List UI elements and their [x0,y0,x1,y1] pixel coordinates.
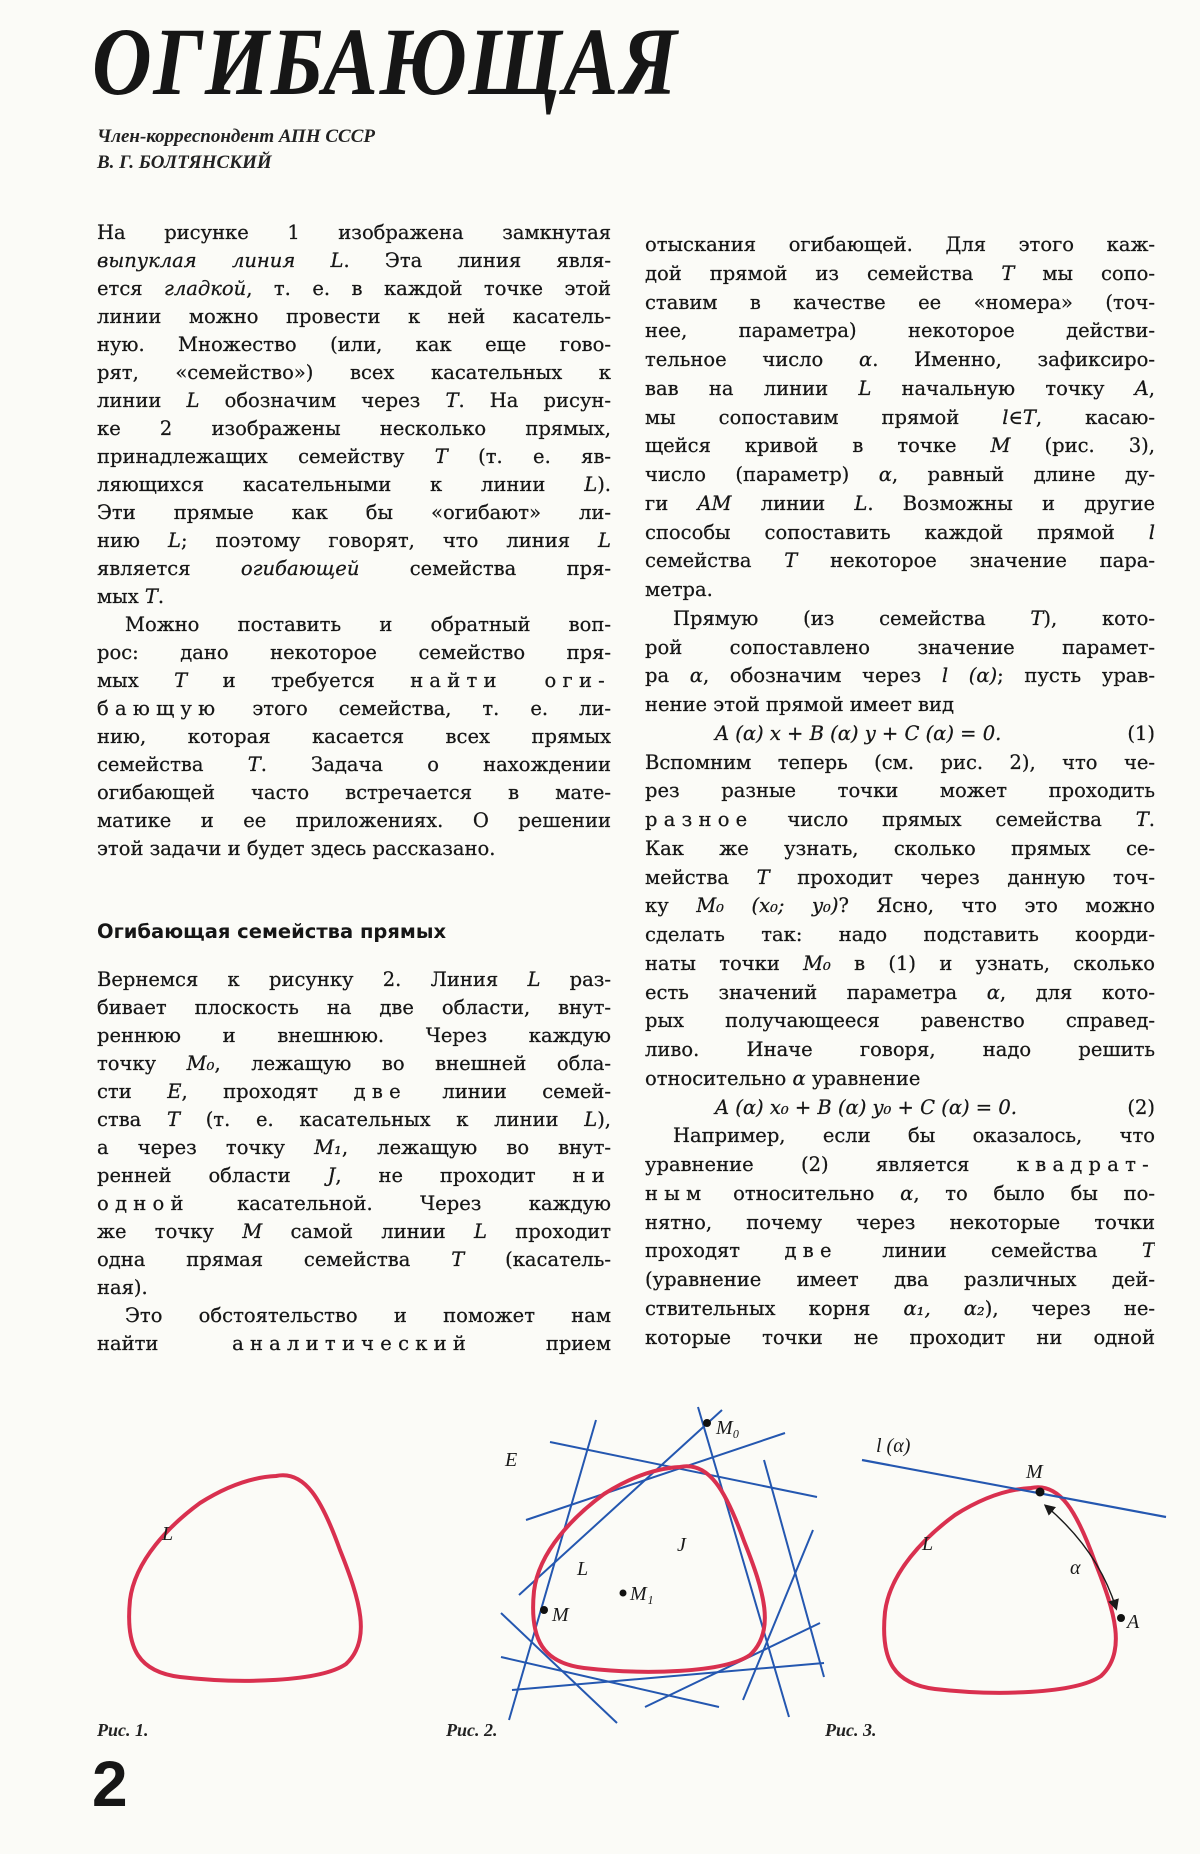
label-M0: M₀ [716,1417,740,1439]
text-run: , [1148,376,1155,400]
italic-term: α₁, α₂ [903,1296,985,1320]
italic-term: L [473,1220,487,1243]
text-run: рой сопоставлено значение парамет- [645,635,1155,659]
italic-term: T [451,1248,465,1271]
text-run: которые точки не проходит ни одной [645,1325,1155,1349]
text-run: , для кото- [999,980,1155,1004]
text-run: проходит [486,1220,611,1243]
text-run: сделать так: надо подставить коорди- [645,923,1155,946]
text-run: проходят [645,1239,785,1263]
text-run: рез разные точки может проходить [645,779,1155,803]
text-run: щейся кривой в точке [645,434,991,458]
text-run: же точку [97,1220,243,1243]
text-run: , равный длине ду- [891,463,1155,486]
text-run: принадлежащих семейству [97,445,435,468]
text-run: отыскания огибающей. Для этого каж- [645,233,1155,256]
text-run: (уравнение имеет два различных дей- [645,1268,1155,1291]
italic-term: L [854,491,868,515]
italic-term: l [1148,520,1155,544]
text-run: ), [597,1108,611,1131]
italic-term: T [445,389,459,412]
italic-term: α [792,1066,806,1090]
text-run: . Задача о нахождении [260,753,611,776]
text-run: . Возможны и другие [867,491,1155,515]
point-M [540,1606,548,1614]
text-run: касательной. Через каждую [189,1192,611,1215]
text-run: Это обстоятельство и поможет нам [125,1304,611,1327]
text-run: Можно поставить и обратный воп- [125,613,611,636]
equation-formula: A (α) x + B (α) y + C (α) = 0. [715,721,1002,745]
text-run: ливо. Иначе говоря, надо решить [645,1038,1155,1061]
italic-term: J [327,1164,336,1187]
text-run: и требуется [187,669,411,692]
italic-term: α [900,1181,914,1205]
text-run: ная). [97,1276,148,1299]
text-run: вав на линии [645,376,859,400]
label-alpha: α [1070,1557,1081,1579]
spaced-emphasis: аналитический [232,1332,473,1355]
italic-term: L [584,1108,598,1131]
italic-term: гладкой [164,277,247,300]
italic-term: M₁ [314,1136,342,1159]
italic-term: огибающей [240,557,360,580]
italic-term: l (α) [941,664,998,688]
text-run: нее, параметра) некоторое действи- [645,319,1155,343]
text-run: уравнение (2) является [645,1153,1017,1176]
text-run: мейства [645,865,757,889]
italic-term: T [247,753,261,776]
figure-1 [129,1475,361,1681]
equation-number: (2) [1127,1095,1155,1119]
text-run: Вернемся к рисунку 2. Линия [97,968,528,991]
italic-term: A [1134,376,1149,400]
text-run: рых получающееся равенство справед- [645,1009,1155,1033]
text-run: ке 2 изображены несколько прямых, [97,417,611,440]
text-run: нятно, почему через некоторые точки [645,1210,1155,1234]
text-run: матике и ее приложениях. О решении [97,809,611,832]
text-run: (рис. 3), [1010,434,1155,458]
text-run: линии [731,491,855,515]
text-run: является [97,557,241,580]
italic-term: E [167,1080,182,1103]
text-run: (касатель- [464,1248,611,1271]
text-run: ра [645,664,690,688]
spaced-emphasis: найти оги- [410,669,611,692]
text-run: мых [97,669,175,692]
point-M [1036,1488,1045,1497]
italic-term: M [990,434,1011,458]
equation-number: (1) [1127,721,1155,745]
label-E: E [505,1449,518,1471]
italic-term: α [986,980,1000,1004]
figure-2-caption: Рис. 2. [446,1720,498,1740]
label-M: M [552,1604,569,1626]
italic-term: T [1030,606,1044,630]
text-run: Например, если бы оказалось, что [673,1124,1155,1148]
italic-term: L [186,389,200,412]
figure-1-caption: Рис. 1. [97,1720,149,1740]
text-run: Вспомним теперь (см. рис. 2), что че- [645,750,1155,774]
italic-term: T [174,669,188,692]
italic-term: T [434,445,448,468]
text-run: этой задачи и будет здесь рассказано. [97,837,496,860]
text-run: число прямых семейства [753,808,1136,831]
text-run: , обозначим через [702,664,942,688]
text-run: семейства [97,753,248,776]
text-run: , касаю- [1035,405,1155,429]
text-run: ную. Множество (или, как еще гово- [97,333,611,356]
text-run: есть значений параметра [645,980,987,1004]
text-run: одна прямая семейства [97,1248,452,1271]
text-run: прием [472,1332,611,1355]
italic-term: L [168,529,181,552]
text-run: ), кото- [1043,606,1155,630]
text-run: число (параметр) [645,463,879,486]
section-heading: Огибающая семейства прямых [97,920,447,943]
spaced-emphasis: две [784,1239,838,1263]
italic-term: L [584,473,598,496]
text-run: ги [645,491,698,515]
text-run: а через точку [97,1136,315,1159]
text-run: , то было бы по- [913,1181,1155,1205]
label-L: L [922,1533,934,1555]
text-run: в (1) и узнать, сколько [830,951,1155,975]
text-run: рят, «семейство») всех касательных к [97,361,611,384]
author-title: Член-корреспондент АПН СССР [97,126,375,147]
text-run: уравнение [805,1066,921,1090]
spaced-emphasis: разное [645,808,754,831]
text-run: , лежащую во внут- [341,1136,611,1159]
italic-term: L [527,968,541,991]
text-run: ется [97,277,165,300]
text-run: . [1148,808,1155,831]
label-A: A [1127,1611,1140,1633]
spaced-emphasis: ным [645,1181,708,1205]
text-run: ренней области [97,1164,328,1187]
tangent-line [519,1410,722,1595]
text-run: относительно [645,1066,793,1090]
label-M1: M₁ [630,1583,654,1605]
text-run: линии семей- [406,1080,611,1103]
label-L: L [577,1558,589,1580]
point-M0 [703,1419,711,1427]
text-run: самой линии [262,1220,474,1243]
text-run: нию [97,529,168,552]
text-run: , лежащую во внешней обла- [214,1052,611,1075]
italic-term: T [167,1108,181,1131]
text-run: найти [97,1332,233,1355]
text-run: мы сопо- [1014,261,1155,285]
text-run: линии семейства [837,1239,1142,1263]
text-run: семейства [645,549,785,573]
text-run: точку [97,1052,187,1075]
italic-term: AM [697,491,732,515]
spaced-emphasis: ни [572,1164,611,1187]
text-run: наты точки [645,951,804,975]
label-L: L [162,1523,174,1545]
text-run: огибающей часто встречается в мате- [97,781,611,804]
text-run: проходит через данную точ- [769,865,1155,889]
text-run: (т. е. касательных к линии [180,1108,585,1131]
text-run: бивает плоскость на две области, внут- [97,996,611,1019]
text-run: , проходят [181,1080,354,1103]
text-run: некоторое значение пара- [797,549,1155,573]
italic-term: M₀ (x₀; y₀) [696,894,839,918]
text-run: . Именно, зафиксиро- [872,348,1155,371]
spaced-emphasis: бающую [97,697,222,720]
text-run: ). [597,473,611,496]
text-run: метра. [645,578,713,601]
text-run: (т. е. яв- [447,445,611,468]
italic-term: T [1141,1239,1155,1263]
text-run: рос: дано некоторое семейство пря- [97,641,611,664]
text-run: ствительных корня [645,1296,904,1320]
article-title: ОГИБАЮЩАЯ [92,8,679,115]
text-run: Эти прямые как бы «огибают» ли- [97,501,611,524]
text-run: . На рисун- [458,389,611,412]
text-run: дой прямой из семейства [645,261,1002,285]
italic-term: T [144,585,158,608]
text-run: мых [97,585,145,608]
figure-2 [501,1407,824,1723]
envelope-curve [533,1466,765,1672]
label-M: M [1026,1461,1043,1483]
italic-term: T [1001,261,1015,285]
point-A [1117,1614,1125,1622]
italic-term: T [784,549,798,573]
label-J: J [677,1534,686,1556]
text-run: ; поэтому говорят, что линия [180,529,599,552]
text-run: семейства пря- [359,557,611,580]
text-run: относительно [707,1181,901,1205]
text-run: тельное число [645,348,860,371]
text-run: . Эта линия явля- [343,249,611,272]
italic-term: M₀ [186,1052,215,1075]
italic-term: T [756,865,770,889]
spaced-emphasis: квадрат- [1016,1153,1155,1176]
page-number: 2 [92,1748,128,1820]
text-run: , не проходит [335,1164,573,1187]
text-run: . [157,585,165,608]
text-run: раз- [540,968,611,991]
text-run: Прямую (из семейства [673,606,1031,630]
text-run: ку [645,894,697,918]
italic-term: выпуклая линия L [97,249,344,272]
text-run: линии [97,389,187,412]
label-l-alpha: l (α) [876,1435,911,1457]
italic-term: α [859,348,873,371]
text-run: нение этой прямой имеет вид [645,693,955,716]
tangent-line-l-alpha [862,1460,1166,1517]
italic-term: L [858,376,872,400]
point-M1 [620,1590,627,1597]
text-run: линии можно провести к ней касатель- [97,305,611,328]
closed-curve [884,1487,1116,1693]
italic-term: M [242,1220,263,1243]
text-run: способы сопоставить каждой прямой [645,520,1149,544]
text-run: ; пусть урав- [997,664,1155,688]
figure-3-caption: Рис. 3. [825,1720,877,1740]
closed-convex-curve [129,1475,361,1681]
spaced-emphasis: одной [97,1192,190,1215]
text-run: сти [97,1080,168,1103]
tangent-line [550,1442,817,1497]
italic-term: L [598,529,611,552]
figure-3 [862,1435,1166,1693]
text-run: мы сопоставим прямой [645,405,1003,429]
text-run: начальную точку [871,376,1135,400]
text-run: ), через не- [984,1296,1155,1320]
italic-term: l∈T [1002,405,1036,429]
text-run: , т. е. в каждой точке этой [246,277,611,300]
text-run: этого семейства, т. е. ли- [221,697,611,720]
text-run: ства [97,1108,167,1131]
equation-formula: A (α) x₀ + B (α) y₀ + C (α) = 0. [715,1095,1017,1119]
spaced-emphasis: две [353,1080,407,1103]
italic-term: T [1135,808,1149,831]
text-run: ставим в качестве ее «номера» (точ- [645,290,1155,314]
italic-term: α [878,463,892,486]
author-name: В. Г. БОЛТЯНСКИЙ [97,152,272,173]
text-run: ? Ясно, что это можно [838,894,1155,918]
tangent-line [743,1530,813,1700]
text-run: На рисунке 1 изображена замкнутая [97,221,611,244]
text-run: нию, которая касается всех прямых [97,725,611,748]
text-run: Как же узнать, сколько прямых се- [645,836,1155,860]
text-run: ляющихся касательными к линии [97,473,585,496]
italic-term: α [689,664,703,688]
text-run: обозначим через [199,389,446,412]
text-run: реннюю и внешнюю. Через каждую [97,1024,611,1047]
italic-term: M₀ [803,951,831,975]
